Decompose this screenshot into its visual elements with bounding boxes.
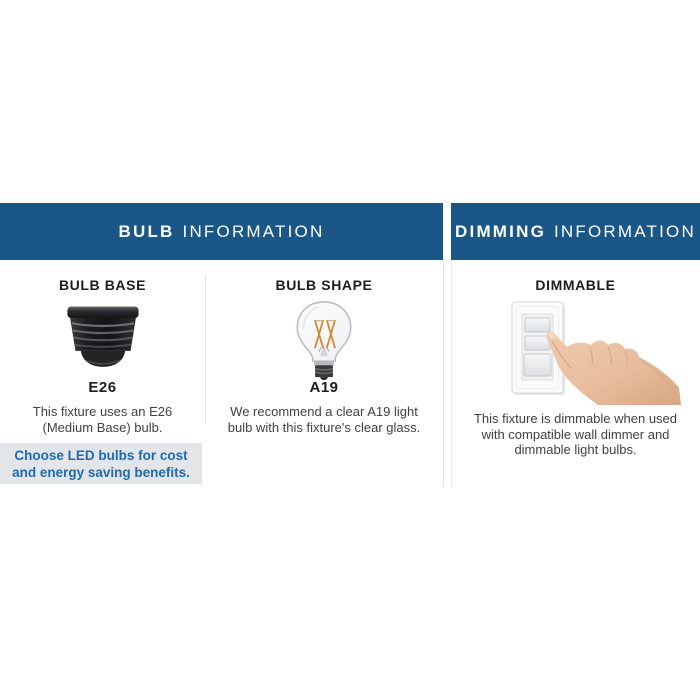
header-bold-word: BULB <box>118 221 175 241</box>
bulb-base-label: E26 <box>88 379 117 396</box>
e26-screw-base-image <box>0 303 205 373</box>
a19-filament-bulb-image <box>205 300 443 384</box>
bulb-shape-label: A19 <box>309 379 339 396</box>
led-tip-box <box>0 443 202 484</box>
bulb-shape-heading: BULB SHAPE <box>275 277 373 293</box>
dimmable-description: This fixture is dimmable when used with compatible wall dimmer and dimmable light bulbs. <box>473 411 678 457</box>
bulb-shape-column <box>205 203 443 487</box>
bulb-base-description: This fixture uses an E26 (Medium Base) bulb. <box>32 404 173 435</box>
bulb-shape-description: We recommend a clear A19 light bulb with this fixture's clear glass. <box>227 404 421 435</box>
column-divider-line <box>205 276 206 424</box>
bulb-base-heading: BULB BASE <box>58 277 147 293</box>
header-rest-word: INFORMATION <box>554 221 696 241</box>
led-tip-text: Choose LED bulbs for cost and energy saving benefits. <box>12 447 190 480</box>
dimming-information-section <box>451 203 700 487</box>
header-bold-word: DIMMING <box>455 221 546 241</box>
bulb-information-section <box>0 203 443 487</box>
dimmable-heading: DIMMABLE <box>535 277 616 293</box>
header-rest-word: INFORMATION <box>182 221 325 241</box>
section-divider-right-line <box>451 262 452 487</box>
dimming-information-header <box>451 203 700 260</box>
wall-dimmer-with-hand-image <box>500 295 690 410</box>
section-divider-left-line <box>443 262 444 487</box>
